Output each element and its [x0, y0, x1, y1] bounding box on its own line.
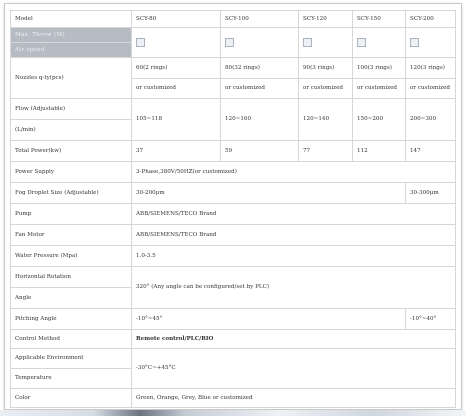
pitch-value: -10°~45° — [132, 309, 406, 330]
header-scy-80: SCY-80 — [132, 11, 221, 28]
max-throw-cell-2 — [221, 28, 299, 58]
environment-label: Applicable Environment — [11, 349, 132, 369]
spec-table — [10, 10, 456, 408]
horizontal-label: Horizontal Rotation — [11, 267, 132, 288]
color-label: Color — [11, 389, 132, 408]
header-scy-200: SCY-200 — [406, 11, 456, 28]
nozzles-value: 90(3 rings) — [299, 58, 353, 79]
nozzles-value: 100(3 rings) — [353, 58, 406, 79]
max-throw-cell-1 — [132, 28, 221, 58]
table-row-power — [11, 141, 456, 162]
nozzles-customized: or customized — [221, 79, 299, 99]
max-throw-cell-5 — [406, 28, 456, 58]
power-label: Total Power(kw) — [11, 141, 132, 162]
supply-value: 3-Phase,380V/50HZ(or customized) — [132, 162, 456, 183]
flow-value: 150~200 — [353, 99, 406, 141]
nozzles-value: 80(32 rings) — [221, 58, 299, 79]
power-value: 147 — [406, 141, 456, 162]
flow-value: 105~118 — [132, 99, 221, 141]
flow-value: 200~300 — [406, 99, 456, 141]
bottom-edge-strip — [0, 410, 466, 416]
image-placeholder-icon — [225, 38, 234, 47]
table-row-pump — [11, 204, 456, 225]
image-placeholder-icon — [303, 38, 312, 47]
nozzles-value: 60(2 rings) — [132, 58, 221, 79]
flow-value: 120~160 — [221, 99, 299, 141]
nozzles-label: Nozzles q-ty(pcs) — [11, 58, 132, 99]
nozzles-value: 120(3 rings) — [406, 58, 456, 79]
table-row-environment — [11, 349, 456, 369]
table-row-fan — [11, 225, 456, 246]
header-scy-100: SCY-100 — [221, 11, 299, 28]
power-value: 77 — [299, 141, 353, 162]
air-speed-label: Air speed — [11, 43, 132, 58]
table-row-supply — [11, 162, 456, 183]
header-model: Model — [11, 11, 132, 28]
table-row-horizontal — [11, 267, 456, 288]
pitch-value-last: -10°~40° — [406, 309, 456, 330]
power-value: 112 — [353, 141, 406, 162]
table-row-flow — [11, 99, 456, 120]
header-scy-120: SCY-120 — [299, 11, 353, 28]
droplet-value-last: 30-300μm — [406, 183, 456, 204]
nozzles-customized: or customized — [132, 79, 221, 99]
temperature-label: Temperature — [11, 369, 132, 389]
color-value: Green, Orange, Grey, Blue or customized — [132, 389, 456, 408]
fan-value: ABB/SIEMENS/TECO Brand — [132, 225, 456, 246]
table-row-control — [11, 330, 456, 349]
water-label: Water Pressure (Mpa) — [11, 246, 132, 267]
table-row-color — [11, 389, 456, 408]
max-throw-cell-3 — [299, 28, 353, 58]
flow-unit-label: (L/min) — [11, 120, 132, 141]
environment-value: -30°C~+45°C — [132, 349, 456, 389]
table-row-pitch — [11, 309, 456, 330]
nozzles-customized: or customized — [406, 79, 456, 99]
table-row-max-throw — [11, 28, 456, 43]
droplet-value: 30-200μm — [132, 183, 406, 204]
image-placeholder-icon — [357, 38, 366, 47]
droplet-label: Fog Droplet Size (Adjustable) — [11, 183, 132, 204]
fan-label: Fan Motor — [11, 225, 132, 246]
pump-label: Pump — [11, 204, 132, 225]
table-row-droplet — [11, 183, 456, 204]
power-value: 59 — [221, 141, 299, 162]
control-value: Remote control/PLC/RIO — [132, 330, 456, 349]
power-value: 37 — [132, 141, 221, 162]
horizontal-angle-label: Angle — [11, 288, 132, 309]
table-row-water — [11, 246, 456, 267]
header-scy-150: SCY-150 — [353, 11, 406, 28]
control-label: Control Method — [11, 330, 132, 349]
horizontal-value: 320° (Any angle can be configured/set by PLC) — [132, 267, 456, 309]
nozzles-customized: or customized — [299, 79, 353, 99]
image-placeholder-icon — [136, 38, 145, 47]
table-row-nozzles — [11, 58, 456, 79]
max-throw-label: Max. Throw (M) — [11, 28, 132, 43]
image-placeholder-icon — [410, 38, 419, 47]
pitch-label: Pitching Angle — [11, 309, 132, 330]
water-value: 1.0-3.5 — [132, 246, 456, 267]
nozzles-customized: or customized — [353, 79, 406, 99]
flow-value: 120~140 — [299, 99, 353, 141]
table-row-model — [11, 11, 456, 28]
pump-value: ABB/SIEMENS/TECO Brand — [132, 204, 456, 225]
max-throw-cell-4 — [353, 28, 406, 58]
supply-label: Power Supply — [11, 162, 132, 183]
flow-label: Flow (Adjustable) — [11, 99, 132, 120]
